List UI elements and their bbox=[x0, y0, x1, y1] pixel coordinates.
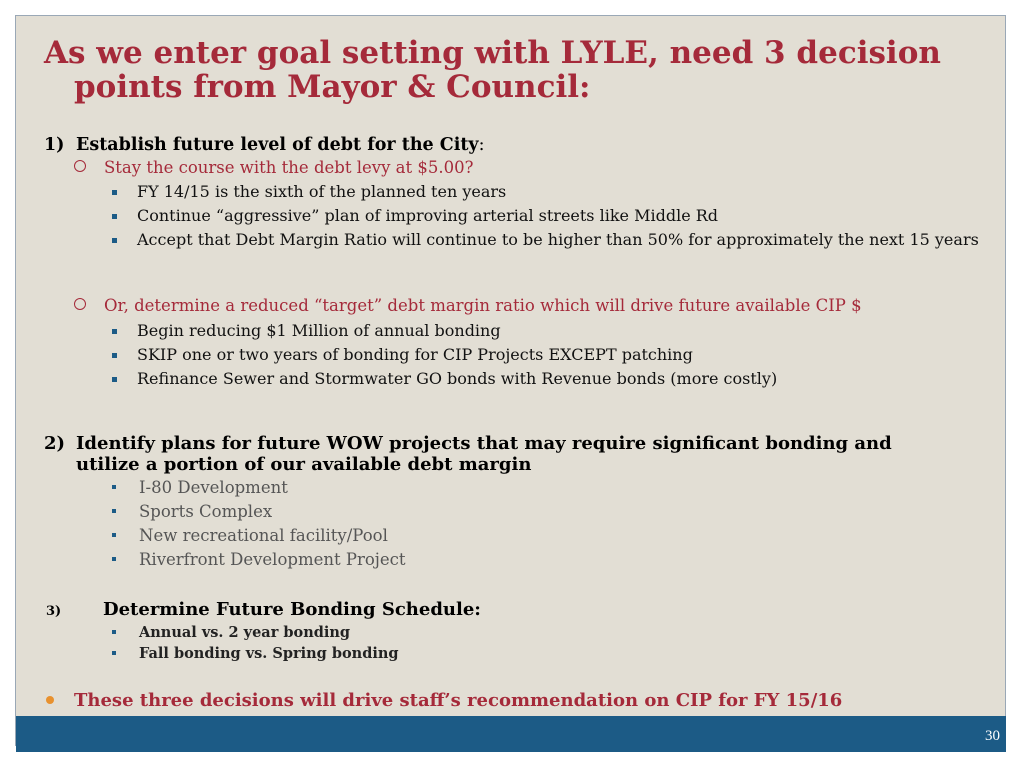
square-bullet-icon bbox=[112, 329, 117, 334]
square-bullet-icon bbox=[112, 509, 116, 513]
slide-number: 30 bbox=[985, 728, 1000, 744]
square-bullet-icon bbox=[112, 238, 117, 243]
project-item: I-80 Development bbox=[112, 478, 288, 497]
option-a-bullet: Accept that Debt Margin Ratio will continue to be higher than 50% for approximately the next 15 years bbox=[112, 230, 982, 250]
square-bullet-icon bbox=[112, 557, 116, 561]
section-2-heading-line-1: Identify plans for future WOW projects that may require significant bonding and bbox=[76, 433, 892, 454]
option-b-bullet: SKIP one or two years of bonding for CIP Projects EXCEPT patching bbox=[112, 345, 982, 365]
square-bullet-icon bbox=[112, 533, 116, 537]
conclusion bbox=[46, 690, 842, 711]
orange-dot-bullet-icon bbox=[46, 696, 54, 704]
section-1-heading bbox=[44, 135, 485, 155]
option-a-bullet: FY 14/15 is the sixth of the planned ten years bbox=[112, 182, 982, 202]
square-bullet-icon bbox=[112, 214, 117, 219]
square-bullet-icon bbox=[112, 630, 116, 634]
option-b-text: Or, determine a reduced “target” debt margin ratio which will drive future available CIP $ bbox=[104, 296, 862, 315]
hollow-circle-bullet-icon bbox=[74, 298, 86, 310]
square-bullet-icon bbox=[112, 377, 117, 382]
section-2-heading-line-2: utilize a portion of our available debt margin bbox=[76, 454, 532, 475]
schedule-item: Fall bonding vs. Spring bonding bbox=[112, 645, 399, 662]
option-b bbox=[74, 296, 862, 315]
project-item: New recreational facility/Pool bbox=[112, 526, 388, 545]
square-bullet-icon bbox=[112, 651, 116, 655]
section-2-number: 2) bbox=[44, 433, 66, 454]
section-1-number: 1) bbox=[44, 135, 65, 155]
option-a-bullet: Continue “aggressive” plan of improving arterial streets like Middle Rd bbox=[112, 206, 982, 226]
option-b-bullet: Refinance Sewer and Stormwater GO bonds with Revenue bonds (more costly) bbox=[112, 369, 982, 389]
project-item: Riverfront Development Project bbox=[112, 550, 406, 569]
title-line-2: points from Mayor & Council: bbox=[74, 69, 591, 105]
section-2-heading bbox=[44, 433, 994, 475]
section-3-heading bbox=[46, 599, 481, 620]
square-bullet-icon bbox=[112, 190, 117, 195]
square-bullet-icon bbox=[112, 485, 116, 489]
project-item: Sports Complex bbox=[112, 502, 272, 521]
square-bullet-icon bbox=[112, 353, 117, 358]
footer-bar bbox=[16, 716, 1006, 752]
slide-title bbox=[44, 36, 984, 104]
option-a bbox=[74, 158, 473, 177]
schedule-item: Annual vs. 2 year bonding bbox=[112, 624, 350, 641]
hollow-circle-bullet-icon bbox=[74, 160, 86, 172]
option-b-bullet: Begin reducing $1 Million of annual bonding bbox=[112, 321, 982, 341]
section-1-colon: : bbox=[478, 135, 485, 155]
conclusion-text: These three decisions will drive staff’s recommendation on CIP for FY 15/16 bbox=[74, 690, 843, 711]
section-1-heading-text: Establish future level of debt for the City bbox=[76, 135, 479, 155]
section-3-number: 3) bbox=[46, 604, 62, 619]
section-3-heading-text: Determine Future Bonding Schedule: bbox=[103, 599, 481, 620]
title-line-1: As we enter goal setting with LYLE, need 3 decision bbox=[44, 35, 941, 71]
option-a-text: Stay the course with the debt levy at $5.00? bbox=[104, 158, 474, 177]
